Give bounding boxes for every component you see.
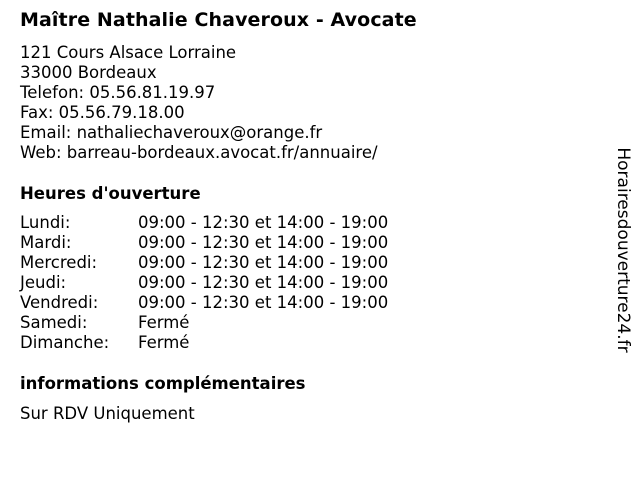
opening-hours-heading: Heures d'ouverture bbox=[20, 184, 201, 203]
day-label: Samedi: bbox=[20, 313, 88, 332]
phone-number[interactable]: Telefon: 05.56.81.19.97 bbox=[20, 83, 216, 102]
hours-value: 09:00 - 12:30 et 14:00 - 19:00 bbox=[138, 233, 389, 252]
day-label: Mercredi: bbox=[20, 253, 98, 272]
day-label: Dimanche: bbox=[20, 333, 110, 352]
page-title: Maître Nathalie Chaveroux - Avocate bbox=[20, 9, 417, 31]
day-label: Vendredi: bbox=[20, 293, 99, 312]
additional-info-text: Sur RDV Uniquement bbox=[20, 404, 195, 423]
hours-value: Fermé bbox=[138, 333, 190, 352]
day-label: Lundi: bbox=[20, 213, 71, 232]
day-label: Mardi: bbox=[20, 233, 72, 252]
email-address[interactable]: Email: nathaliechaveroux@orange.fr bbox=[20, 123, 323, 142]
address-street: 121 Cours Alsace Lorraine bbox=[20, 43, 237, 62]
additional-info-heading: informations complémentaires bbox=[20, 374, 306, 393]
hours-value: Fermé bbox=[138, 313, 190, 332]
day-label: Jeudi: bbox=[20, 273, 67, 292]
address-city: 33000 Bordeaux bbox=[20, 63, 157, 82]
website-link[interactable]: Web: barreau-bordeaux.avocat.fr/annuaire/ bbox=[20, 143, 378, 162]
fax-number: Fax: 05.56.79.18.00 bbox=[20, 103, 185, 122]
site-watermark: Horairesdouverture24.fr bbox=[613, 147, 633, 353]
hours-value: 09:00 - 12:30 et 14:00 - 19:00 bbox=[138, 273, 389, 292]
hours-value: 09:00 - 12:30 et 14:00 - 19:00 bbox=[138, 213, 389, 232]
hours-value: 09:00 - 12:30 et 14:00 - 19:00 bbox=[138, 253, 389, 272]
hours-value: 09:00 - 12:30 et 14:00 - 19:00 bbox=[138, 293, 389, 312]
contact-block bbox=[20, 43, 378, 163]
